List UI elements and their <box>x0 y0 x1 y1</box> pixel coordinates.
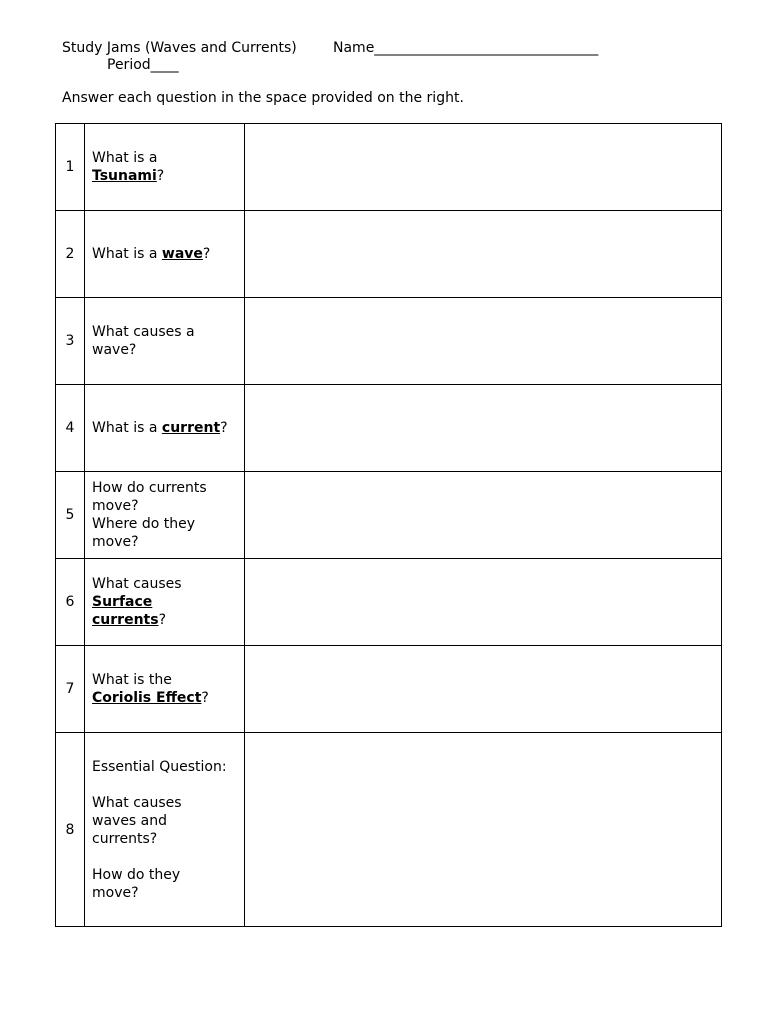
question-number: 8 <box>56 733 85 927</box>
question-line: What causes a <box>92 324 195 340</box>
answer-space[interactable] <box>245 298 722 385</box>
question-line: Where do they <box>92 516 196 532</box>
question-line <box>92 611 240 629</box>
question-line: wave? <box>92 342 137 358</box>
answer-space[interactable] <box>245 124 722 211</box>
answer-space[interactable] <box>245 646 722 733</box>
question-line: What causes <box>92 576 182 592</box>
question-suffix: ? <box>202 246 211 262</box>
question-number: 2 <box>56 211 85 298</box>
line-gap <box>92 848 240 866</box>
question-line <box>92 593 240 611</box>
table-row <box>56 211 722 298</box>
question-number: 1 <box>56 124 85 211</box>
question-number: 6 <box>56 559 85 646</box>
question-line <box>92 167 240 185</box>
table-row <box>56 298 722 385</box>
question-keyword: wave <box>161 246 203 262</box>
question-keyword: Tsunami <box>92 168 157 184</box>
question-line <box>92 245 240 263</box>
question-suffix: ? <box>201 690 209 706</box>
question-line: What causes <box>92 794 182 811</box>
question-text <box>85 124 245 211</box>
line-gap <box>92 776 240 794</box>
answer-space[interactable] <box>245 211 722 298</box>
table-row <box>56 646 722 733</box>
table-row <box>56 472 722 559</box>
question-keyword: current <box>161 420 221 436</box>
question-line: What is a <box>92 150 158 166</box>
question-prefix: What is a <box>92 420 162 436</box>
question-line: What is the <box>92 672 172 688</box>
question-prefix: What is a <box>92 246 162 262</box>
question-suffix: ? <box>156 168 165 184</box>
table-row <box>56 733 722 927</box>
answer-space[interactable] <box>245 385 722 472</box>
question-suffix: ? <box>220 420 228 436</box>
answer-space[interactable] <box>245 559 722 646</box>
table-row <box>56 124 722 211</box>
question-keyword: Surface <box>92 594 153 610</box>
question-keyword: Coriolis Effect <box>92 690 202 706</box>
question-line: waves and <box>92 812 168 829</box>
question-number: 4 <box>56 385 85 472</box>
answer-space[interactable] <box>245 472 722 559</box>
question-line: move? <box>92 534 139 550</box>
table-row <box>56 559 722 646</box>
question-text <box>85 211 245 298</box>
question-number: 3 <box>56 298 85 385</box>
question-number: 5 <box>56 472 85 559</box>
table-row <box>56 385 722 472</box>
question-text <box>85 646 245 733</box>
question-table <box>55 123 722 927</box>
question-line: How do currents <box>92 480 207 496</box>
question-line: How do they <box>92 866 181 883</box>
essential-question-heading: Essential Question: <box>92 758 227 775</box>
question-text <box>85 559 245 646</box>
question-text <box>85 472 245 559</box>
name-field-label: Name________________________________ <box>333 40 599 56</box>
period-field-label: Period____ <box>107 57 179 73</box>
question-line: move? <box>92 498 139 514</box>
question-line: move? <box>92 884 139 901</box>
question-number: 7 <box>56 646 85 733</box>
question-line <box>92 689 240 707</box>
question-text <box>85 733 245 927</box>
question-text <box>85 298 245 385</box>
answer-space[interactable] <box>245 733 722 927</box>
question-line <box>92 419 240 437</box>
instructions-text: Answer each question in the space provided on the right. <box>62 90 464 106</box>
question-text <box>85 385 245 472</box>
question-line: currents? <box>92 830 158 847</box>
question-keyword: currents <box>92 612 159 628</box>
question-suffix: ? <box>158 612 166 628</box>
worksheet-title: Study Jams (Waves and Currents) <box>62 40 297 56</box>
